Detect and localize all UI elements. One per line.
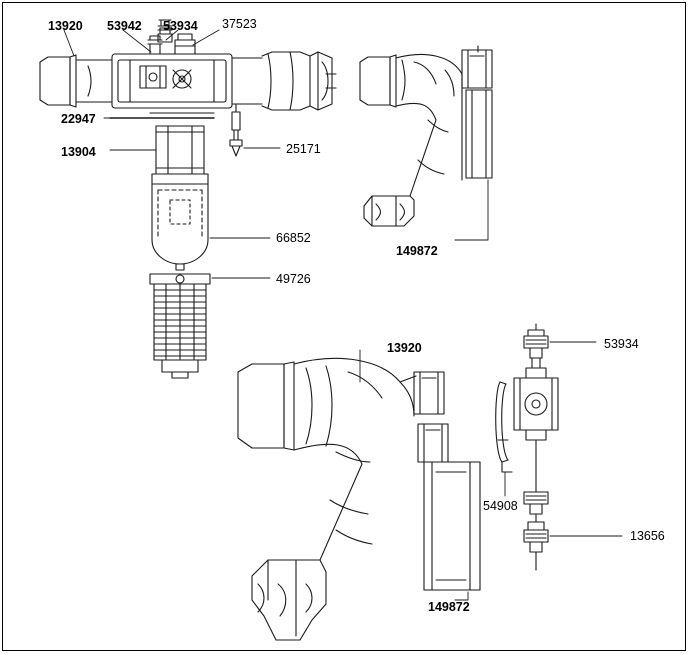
label-13904: 13904 [61,145,96,159]
hose-assembly-bottom [238,350,480,640]
right-column-parts [496,324,622,570]
label-53934-top: 53934 [163,19,198,33]
bowl-13904 [110,126,208,184]
bowl-66852 [152,184,270,270]
label-25171: 25171 [286,142,321,156]
label-22947: 22947 [61,112,96,126]
hose-assembly-top-right [360,46,492,240]
label-53942: 53942 [107,19,142,33]
label-13920-top: 13920 [48,19,83,33]
top-left-assembly [40,17,336,110]
label-49726: 49726 [276,272,311,286]
label-66852: 66852 [276,231,311,245]
label-149872-top: 149872 [396,244,438,258]
label-53934-right: 53934 [604,337,639,351]
label-149872-bot: 149872 [428,600,470,614]
gasket-22947 [104,113,214,118]
probe-25171 [230,104,280,156]
label-37523: 37523 [222,17,257,31]
label-13920-mid: 13920 [387,341,422,355]
label-13656: 13656 [630,529,665,543]
label-54908: 54908 [483,499,518,513]
element-49726 [150,274,270,378]
